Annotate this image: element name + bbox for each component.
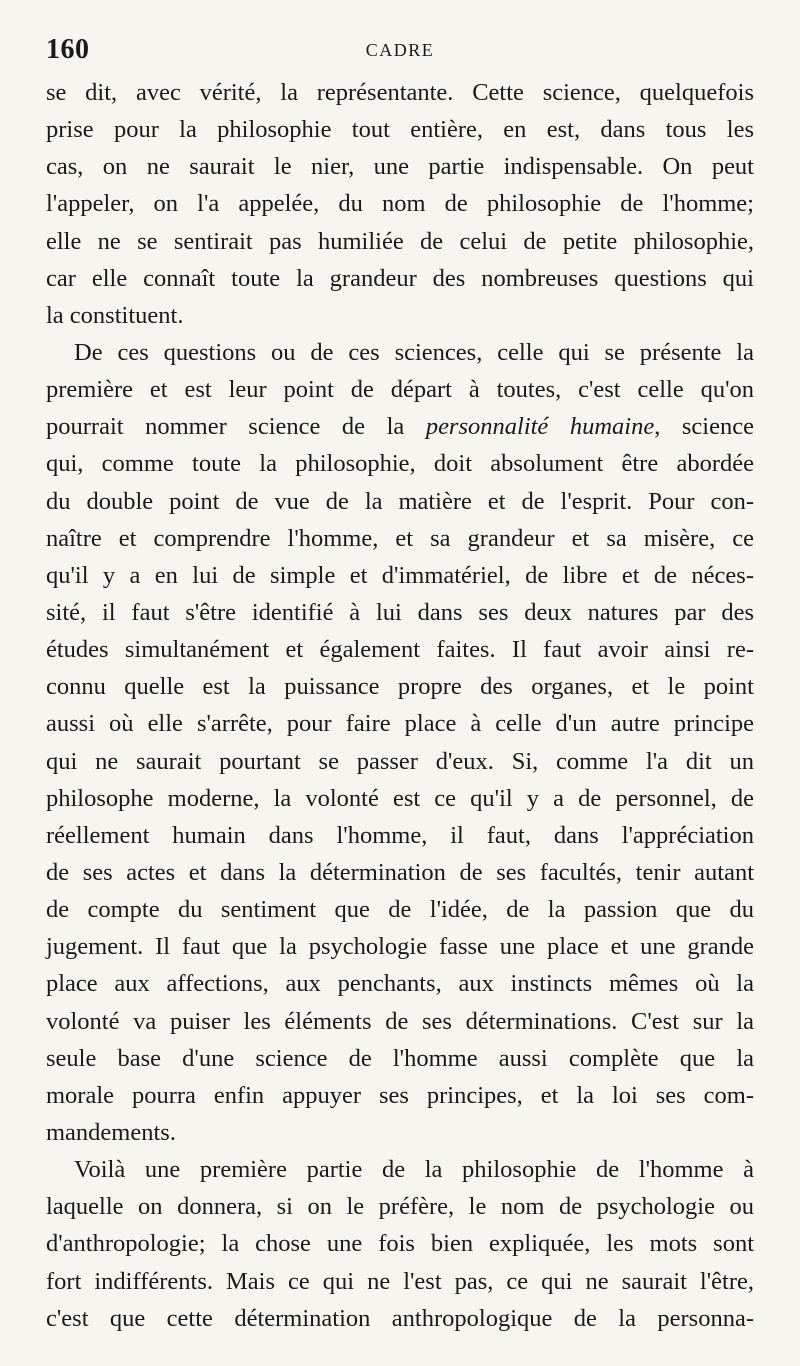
text-line: De ces questions ou de ces sciences, celle qui se présente la xyxy=(74,338,754,366)
text-line: morale pourra enfin appuyer ses principes, et la loi ses com- xyxy=(46,1081,754,1109)
text-line: place aux affections, aux penchants, aux instincts mêmes où la xyxy=(46,970,754,998)
text-line: fort indifférents. Mais ce qui ne l'est pas, ce qui ne saurait l'être, xyxy=(46,1267,754,1295)
paragraph-3 xyxy=(46,1151,754,1337)
text-line: naître et comprendre l'homme, et sa grandeur et sa misère, ce xyxy=(46,524,754,552)
text-line: sité, il faut s'être identifié à lui dans ses deux natures par des xyxy=(46,598,754,626)
text-line: prise pour la philosophie tout entière, en est, dans tous les xyxy=(46,116,754,144)
text-line: d'anthropologie; la chose une fois bien expliquée, les mots sont xyxy=(46,1230,754,1258)
text-line: laquelle on donnera, si on le préfère, le nom de psychologie ou xyxy=(46,1193,754,1221)
text-line: l'appeler, on l'a appelée, du nom de philosophie de l'homme; xyxy=(46,190,754,218)
text-line: car elle connaît toute la grandeur des nombreuses questions qui xyxy=(46,264,754,292)
text-line: mandements. xyxy=(46,1118,176,1146)
italic-phrase: personnalité humaine xyxy=(425,413,655,441)
text-line: première et est leur point de départ à toutes, c'est celle qu'on xyxy=(46,376,754,404)
text-line: jugement. Il faut que la psychologie fasse une place et une grande xyxy=(46,933,754,961)
text-segment: pourrait nommer science de la xyxy=(46,413,426,441)
text-line: volonté va puiser les éléments de ses déterminations. C'est sur la xyxy=(46,1007,754,1035)
paragraph-1 xyxy=(46,74,754,334)
text-line: c'est que cette détermination anthropologique de la personna- xyxy=(46,1304,754,1332)
text-line: cas, on ne saurait le nier, une partie indispensable. On peut xyxy=(46,153,754,181)
text-line: études simultanément et également faites. Il faut avoir ainsi re- xyxy=(46,636,754,664)
running-head: CADRE xyxy=(365,40,435,60)
paragraph-2 xyxy=(46,334,754,1151)
text-line: de ses actes et dans la détermination de ses facultés, tenir autant xyxy=(46,858,754,886)
text-line: connu quelle est la puissance propre des organes, et le point xyxy=(46,673,754,701)
text-line: philosophe moderne, la volonté est ce qu'il y a de personnel, de xyxy=(46,784,754,812)
text-line: Voilà une première partie de la philosophie de l'homme à xyxy=(74,1156,754,1184)
text-line: qui ne saurait pourtant se passer d'eux. Si, comme l'a dit un xyxy=(46,747,754,775)
text-line: elle ne se sentirait pas humiliée de celui de petite philosophie, xyxy=(46,227,754,255)
text-line: seule base d'une science de l'homme aussi complète que la xyxy=(46,1044,754,1072)
text-line-with-italic xyxy=(46,408,754,445)
text-line: se dit, avec vérité, la représentante. Cette science, quelquefois xyxy=(46,79,754,106)
text-line: du double point de vue de la matière et de l'esprit. Pour con- xyxy=(46,487,754,515)
text-line: la constituent. xyxy=(46,301,184,329)
page-header xyxy=(46,34,754,74)
text-line: qui, comme toute la philosophie, doit absolument être abordée xyxy=(46,450,754,478)
body-text xyxy=(46,74,754,1337)
text-line: réellement humain dans l'homme, il faut, dans l'appréciation xyxy=(46,821,754,849)
text-segment: , science xyxy=(654,413,754,441)
text-line: de compte du sentiment que de l'idée, de la passion que du xyxy=(46,896,754,924)
text-line: aussi où elle s'arrête, pour faire place à celle d'un autre principe xyxy=(46,710,754,738)
page-number: 160 xyxy=(46,34,90,65)
text-line: qu'il y a en lui de simple et d'immatériel, de libre et de néces- xyxy=(46,561,754,589)
